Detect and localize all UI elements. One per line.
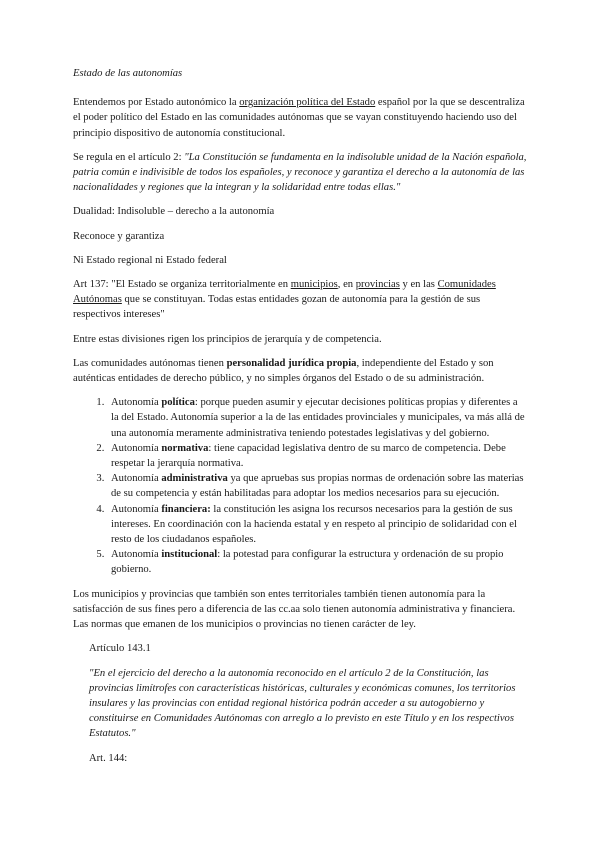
text: : la potestad para configurar la estructura y ordenación de su propio gobierno. <box>111 549 504 576</box>
link-comunidades-autonomas[interactable]: Comunidades Autónomas <box>73 279 496 306</box>
text: Autonomía <box>111 473 162 485</box>
paragraph-dualidad: Dualidad: Indisoluble – derecho a la autonomía <box>73 206 275 218</box>
list-item <box>107 471 527 501</box>
page-title: Estado de las autonomías <box>73 68 183 79</box>
list-item <box>107 441 527 471</box>
text: español por la que se descentraliza el poder político del Estado en las comunidades autónomas que se vayan constituyendo haciendo uso del principio dispositivo de autonomía constitucional. <box>73 97 525 139</box>
list-item <box>107 502 527 548</box>
document-page <box>73 66 527 775</box>
bold-text: administrativa <box>161 473 228 485</box>
paragraph-ni-estado: Ni Estado regional ni Estado federal <box>73 254 227 266</box>
heading-articulo-143: Artículo 143.1 <box>89 643 151 655</box>
link-provincias[interactable]: provincias <box>355 279 400 291</box>
text: Autonomía <box>111 397 162 409</box>
text: : tiene capacidad legislativa dentro de su marco de competencia. Debe respetar la jerarquía normativa. <box>111 442 506 470</box>
text: Art 137: "El Estado se organiza territorialmente en <box>73 279 291 291</box>
text: Entendemos por Estado autonómico la <box>73 97 240 109</box>
paragraph-estado-autonomico <box>73 95 527 141</box>
paragraph-municipios: Los municipios y provincias que también son entes territoriales también tienen autonomía para la satisfacción de sus fines pero a diferencia de las cc.aa solo tienen autonomía administrativa y financiera. Las normas que emanen de los municipios o provincias no tienen carácter de ley. <box>73 588 516 631</box>
text: Autonomía <box>111 503 162 515</box>
text: : porque pueden asumir y ejecutar decisiones políticas propias y diferentes a la del Estado. Autonomía superior a la de las entidades provinciales y municipales, va más allá de una autonomía meramente administrativa teniendo potestades legislativas y del gobierno. <box>111 397 525 439</box>
bold-text: institucional <box>161 549 218 561</box>
paragraph-art-137 <box>73 277 527 323</box>
link-municipios[interactable]: municipios <box>290 279 338 291</box>
autonomy-list <box>73 395 527 577</box>
paragraph-principios: Entre estas divisiones rigen los principios de jerarquía y de competencia. <box>73 333 382 345</box>
quote-articulo-2: "La Constitución se fundamenta en la indisoluble unidad de la Nación española, patria común e indivisible de todos los españoles, y reconoce y garantiza el derecho a la autonomía de las nacionalidades y regiones que la integran y la solidaridad entre todas ellas." <box>73 151 527 194</box>
text: , en <box>337 279 356 291</box>
paragraph-articulo-2 <box>73 150 527 196</box>
text: Se regula en el artículo 2: <box>73 151 185 163</box>
link-organizacion-politica[interactable]: organización política del Estado <box>239 97 376 109</box>
list-item <box>107 395 527 441</box>
text: Autonomía <box>111 549 162 561</box>
paragraph-personalidad <box>73 356 527 386</box>
bold-text: financiera: <box>161 503 211 515</box>
text: Las comunidades autónomas tienen <box>73 357 227 369</box>
text: que se constituyan. Todas estas entidades gozan de autonomía para la gestión de sus respectivos intereses" <box>73 294 481 321</box>
heading-articulo-144: Art. 144: <box>89 752 128 764</box>
list-item <box>107 547 527 577</box>
text: , independiente del Estado y son auténticas entidades de derecho público, y no simples órganos del Estado o de su administración. <box>73 357 494 385</box>
bold-text: normativa <box>161 442 209 454</box>
paragraph-reconoce: Reconoce y garantiza <box>73 230 165 242</box>
text: y en las <box>399 279 438 291</box>
bold-text: personalidad jurídica propia <box>226 357 357 369</box>
text: ya que apruebas sus propias normas de ordenación sobre las materias de su competencia y están habilitadas para adoptar los medios necesarios para su ejecución. <box>111 473 524 500</box>
text: la constitución les asigna los recursos necesarios para la gestión de sus intereses. En coordinación con la hacienda estatal y en respeto al principio de solidaridad con el resto de los ciudadanos españoles. <box>111 503 517 546</box>
quote-articulo-143: "En el ejercicio del derecho a la autonomía reconocido en el artículo 2 de la Constitución, las provincias limítrofes con características históricas, culturales y económicas comunes, los territorios insulares y las provincias con entidad regional histórica podrán acceder a su autogobierno y constituirse en Comunidades Autónomas con arreglo a lo previsto en este Título y en los respectivos Estatutos." <box>89 667 516 740</box>
text: Autonomía <box>111 442 162 454</box>
bold-text: política <box>161 397 195 409</box>
